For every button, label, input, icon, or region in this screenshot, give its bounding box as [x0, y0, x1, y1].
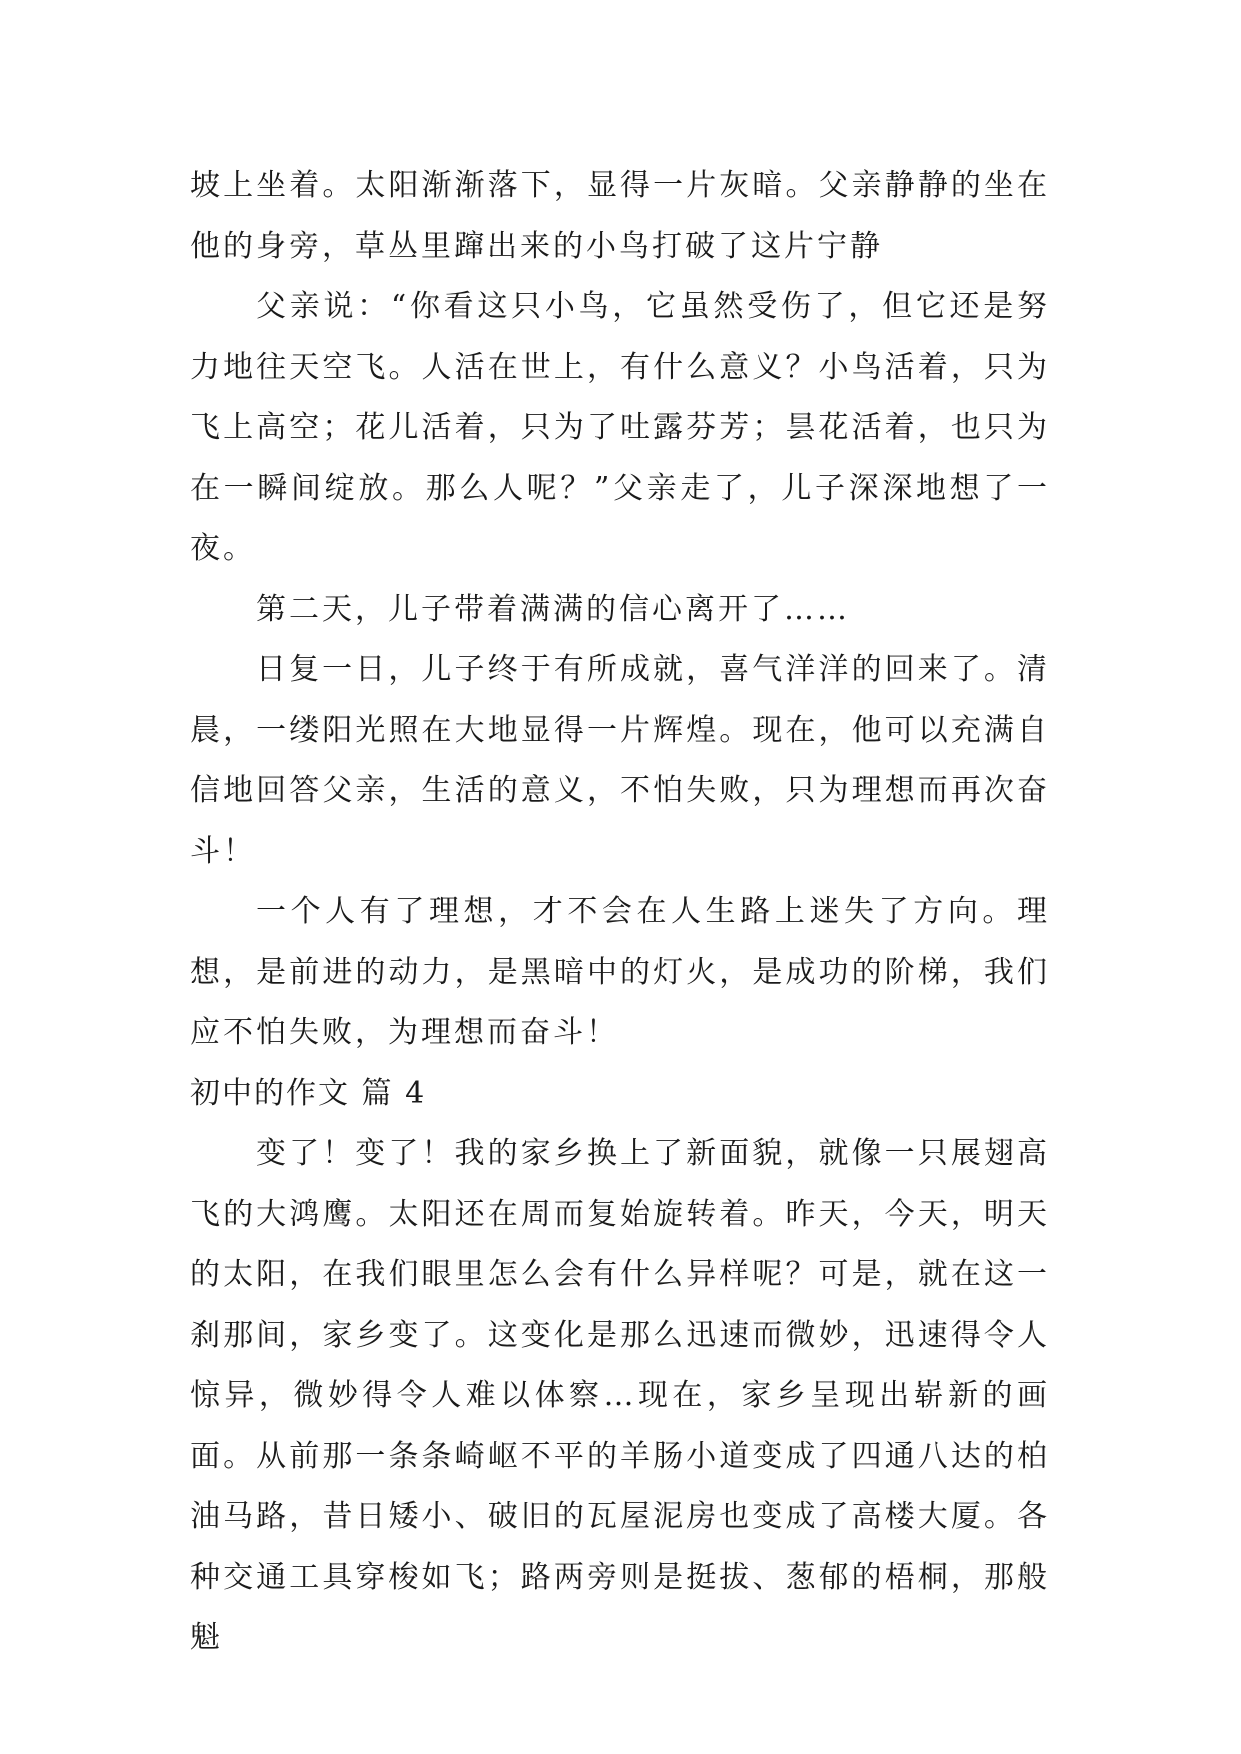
paragraph-conclusion: 一个人有了理想，才不会在人生路上迷失了方向。理想，是前进的动力，是黑暗中的灯火，是成功的阶梯，我们应不怕失败，为理想而奋斗！ — [190, 894, 1050, 1050]
paragraph-father-speech: 父亲说：“你看这只小鸟，它虽然受伤了，但它还是努力地往天空飞。人活在世上，有什么意义？小鸟活着，只为飞上高空；花儿活着，只为了吐露芬芳；昙花活着，也只为在一瞬间绽放。那么人呢？”父亲走了，儿子深深地想了一夜。 — [190, 289, 1050, 566]
document-body — [190, 156, 1050, 1669]
paragraph-next-day: 第二天，儿子带着满满的信心离开了…… — [256, 591, 850, 627]
paragraph-continued: 坡上坐着。太阳渐渐落下，显得一片灰暗。父亲静静的坐在他的身旁，草丛里蹿出来的小鸟打破了这片宁静 — [190, 168, 1050, 264]
paragraph-son-returns: 日复一日，儿子终于有所成就，喜气洋洋的回来了。清晨，一缕阳光照在大地显得一片辉煌。现在，他可以充满自信地回答父亲，生活的意义，不怕失败，只为理想而再次奋斗！ — [190, 652, 1050, 869]
paragraph-hometown: 变了！变了！我的家乡换上了新面貌，就像一只展翅高飞的大鸿鹰。太阳还在周而复始旋转着。昨天，今天，明天的太阳，在我们眼里怎么会有什么异样呢？可是，就在这一刹那间，家乡变了。这变化是那么迅速而微妙，迅速得令人惊异，微妙得令人难以体察…现在，家乡呈现出崭新的画面。从前那一条条崎岖不平的羊肠小道变成了四通八达的柏油马路，昔日矮小、破旧的瓦屋泥房也变成了高楼大厦。各种交通工具穿梭如飞；路两旁则是挺拔、葱郁的梧桐，那般魁 — [190, 1136, 1050, 1655]
section-heading: 初中的作文 篇 4 — [190, 1075, 427, 1111]
